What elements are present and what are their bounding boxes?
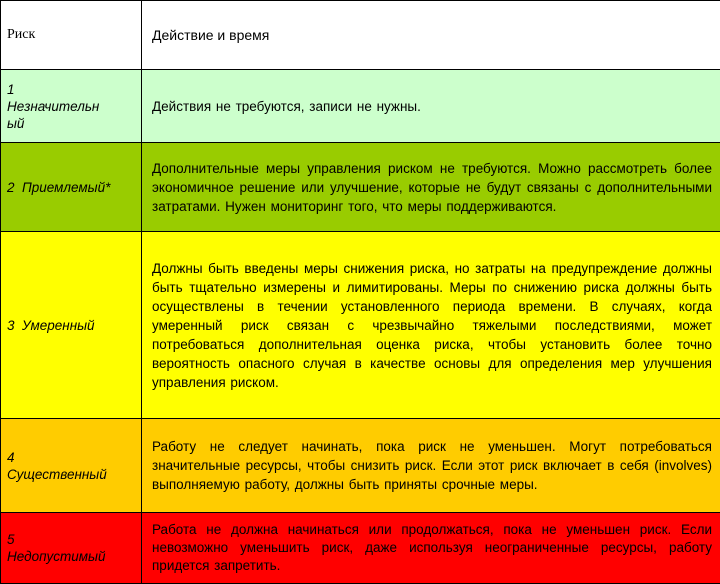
risk-level-3: 3 Умеренный — [1, 232, 142, 419]
risk-action-1: Действия не требуются, записи не нужны. — [142, 70, 720, 143]
table-row — [1, 143, 720, 232]
table-row — [1, 419, 720, 513]
table-row — [1, 70, 720, 143]
risk-action-3: Должны быть введены меры снижения риска, но затраты на предупреждение должны быть тщательно измерены и лимитированы. Меры по снижению риска должны быть осуществлены в течении установленного периода времени. В случаях, когда умеренный риск связан с чрезвычайно тяжелыми последствиями, может потребоваться дополнительная оценка риска, чтобы установить более точно вероятность опасного случая в качестве основы для определения мер улучшения управления риском. — [142, 232, 720, 419]
risk-level-4: 4 Существенный — [1, 419, 142, 513]
risk-level-5: 5 Недопустимый — [1, 513, 142, 584]
risk-action-5: Работа не должна начинаться или продолжаться, пока не уменьшен риск. Если невозможно уменьшить риск, даже используя неограниченные ресурсы, работу придется запретить. — [142, 513, 720, 584]
header-action-time: Действие и время — [142, 1, 720, 70]
table-row — [1, 513, 720, 584]
header-risk: Риск — [1, 1, 142, 70]
risk-level-1: 1 Незначительн ый — [1, 70, 142, 143]
table-row — [1, 232, 720, 419]
risk-action-2: Дополнительные меры управления риском не требуются. Можно рассмотреть более экономичное решение или улучшение, которые не будут связаны с дополнительными затратами. Нужен мониторинг того, что меры поддерживаются. — [142, 143, 720, 232]
risk-action-4: Работу не следует начинать, пока риск не уменьшен. Могут потребоваться значительные ресурсы, чтобы снизить риск. Если этот риск включает в себя (involves) выполняемую работу, должны быть приняты срочные меры. — [142, 419, 720, 513]
risk-level-2: 2 Приемлемый* — [1, 143, 142, 232]
table-header-row — [1, 1, 720, 70]
